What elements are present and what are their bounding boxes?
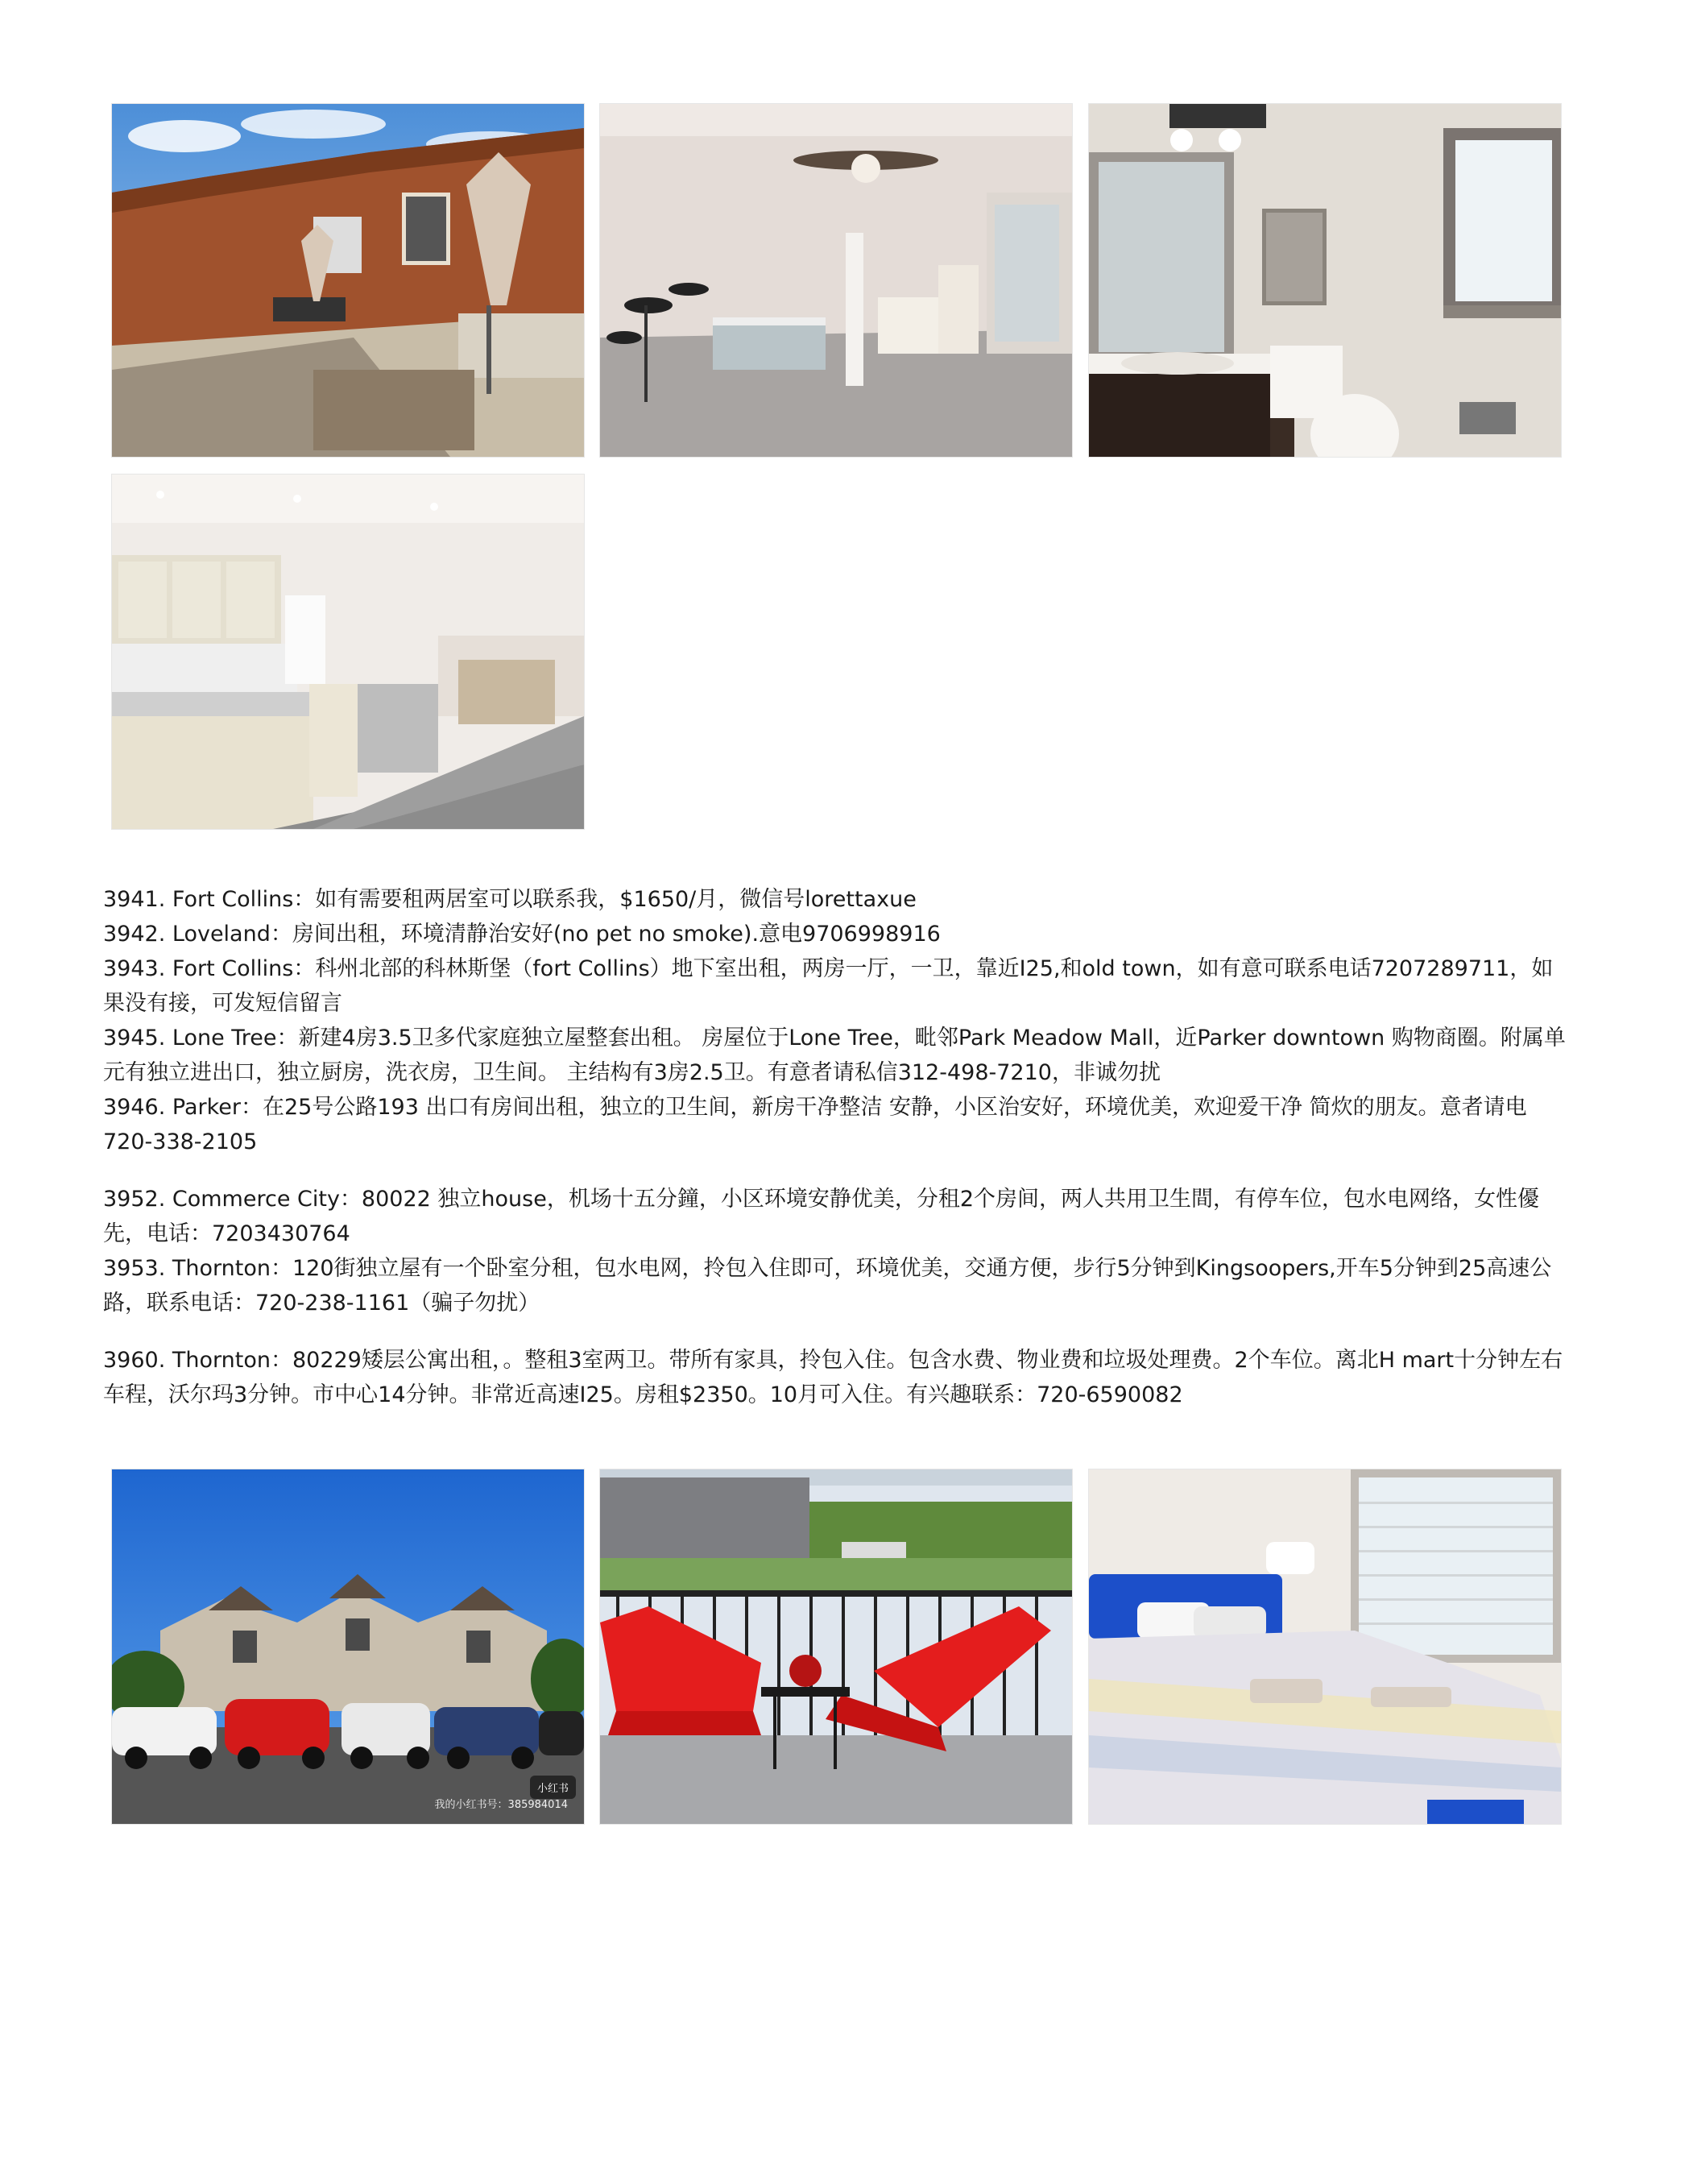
listing-3953: 3953. Thornton：120街独立屋有一个卧室分租，包水电网，拎包入住即可，环境优美，交通方便，步行5分钟到Kingsoopers,开车5分钟到25高速公路，联系电话：720-238-1161（骗子勿扰）: [103, 1256, 1552, 1316]
xiaohongshu-id-watermark: 我的小红书号：385984014: [434, 1799, 568, 1811]
photo-bathroom: [1088, 103, 1562, 458]
photo-balcony: [599, 1469, 1073, 1825]
listing-3943: 3943. Fort Collins：科州北部的科林斯堡（fort Collins）地下室出租，两房一厅，一卫，靠近I25,和old town，如有意可联系电话7207289711，如果没有接，可发短信留言: [103, 956, 1554, 1016]
photo-kitchen: [111, 474, 585, 830]
photo-apartment-exterior: [111, 1469, 585, 1825]
listing-3941: 3941. Fort Collins：如有需要租两居室可以联系我，$1650/月，微信号lorettaxue: [103, 887, 917, 912]
listings-block: [103, 882, 1566, 1412]
photo-bedroom-blue: [1088, 1469, 1562, 1825]
photo-bedroom-drums: [599, 103, 1073, 458]
xiaohongshu-badge: 小红书: [530, 1776, 576, 1799]
photo-patio: [111, 103, 585, 458]
listing-3960: 3960. Thornton：80229矮层公寓出租，。整租3室两卫。带所有家具，拎包入住。包含水费、物业费和垃圾处理费。2个车位。离北H mart十分钟左右车程，沃尔玛3分钟。市中心14分钟。非常近高速I25。房租$2350。10月可入住。有兴趣联系：720-6590082: [103, 1348, 1563, 1407]
listing-3946: 3946. Parker：在25号公路193 出口有房间出租，独立的卫生间，新房干净整洁 安静，小区治安好，环境优美，欢迎爱干净 简炊的朋友。意者请电720-338-2105: [103, 1095, 1527, 1154]
listing-3942: 3942. Loveland：房间出租，环境清静治安好(no pet no smoke).意电9706998916: [103, 922, 941, 947]
listing-3945: 3945. Lone Tree：新建4房3.5卫多代家庭独立屋整套出租。 房屋位于Lone Tree，毗邻Park Meadow Mall，近Parker downtown 购物商圈。附属单元有独立进出口，独立厨房，洗衣房，卫生间。 主结构有3房2.5卫。有意者请私信312-498-7210，非诚勿扰: [103, 1026, 1566, 1085]
listing-3952: 3952. Commerce City：80022 独立house，机场十五分鐘，小区环境安静优美，分租2个房间，两人共用卫生間，有停车位，包水电网络，女性優先，电话：7203430764: [103, 1187, 1539, 1246]
